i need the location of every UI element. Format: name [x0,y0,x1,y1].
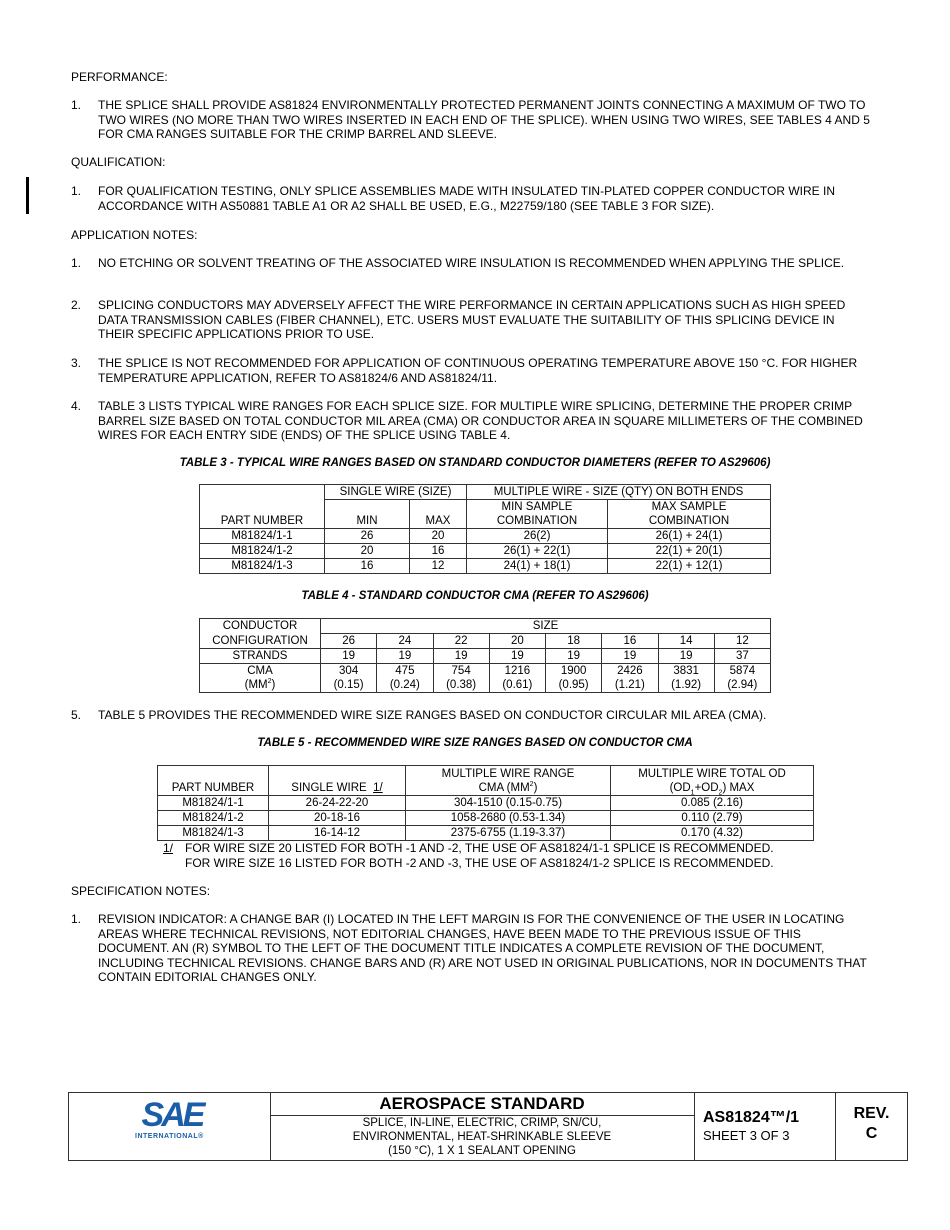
item-text: THE SPLICE SHALL PROVIDE AS81824 ENVIRONMENTALLY PROTECTED PERMANENT JOINTS CONNECTING A MAXIMUM OF TWO TO TWO WIRES (NO MORE THAN TWO WIRES INSERTED IN EACH END OF THE SPLICE). WHEN USING TWO WIRES, SEE TABLES 4 AND 5 FOR CMA RANGES SUITABLE FOR THE CRIMP BARREL AND SLEEVE. [98,98,870,142]
table-cell: M81824/1-1 [200,529,325,544]
standard-title: AEROSPACE STANDARD [270,1093,695,1116]
footnote-ref: 1/ [163,841,174,855]
table-cell: 19 [321,649,377,664]
table-cell: 16-14-12 [269,826,406,841]
item-text: SPLICING CONDUCTORS MAY ADVERSELY AFFECT THE WIRE PERFORMANCE IN CERTAIN APPLICATIONS SUCH AS HIGH SPEED DATA TRANSMISSION CABLES (FIBER CHANNEL), ETC. USERS MUST EVALUATE THE SUITABILITY OF THIS SPLICING DEVICE IN THEIR SPECIFIC APPLICATIONS PRIOR TO USE. [98,298,846,342]
table3-header-single: SINGLE WIRE (SIZE) [325,485,467,500]
item-number: 3. [71,356,82,370]
description [270,1116,695,1160]
table-row [158,811,814,826]
table5-caption: TABLE 5 - RECOMMENDED WIRE SIZE RANGES BASED ON CONDUCTOR CMA [257,737,693,749]
table-cell: M81824/1-1 [158,796,269,811]
table-cell: 2375-6755 (1.19-3.37) [406,826,611,841]
item-number: 1. [71,98,82,112]
table4-size: 12 [714,634,770,649]
application-notes-heading: APPLICATION NOTES: [71,228,198,242]
table-cell: 1216 [489,664,545,679]
description-line: (150 °C), 1 X 1 SEALANT OPENING [388,1145,576,1157]
table4-size: 26 [321,634,377,649]
table-cell: 304-1510 (0.15-0.75) [406,796,611,811]
table-cell: 19 [489,649,545,664]
table-cell: 24(1) + 18(1) [467,559,608,574]
table-cell: M81824/1-2 [200,544,325,559]
table-cell: 37 [714,649,770,664]
description-line: SPLICE, IN-LINE, ELECTRIC, CRIMP, SN/CU, [362,1117,602,1129]
table-cell: 0.170 (4.32) [611,826,814,841]
table-row [200,649,771,664]
item-text: REVISION INDICATOR: A CHANGE BAR (I) LOCATED IN THE LEFT MARGIN IS FOR THE CONVENIENCE OF THE USER IN LOCATING AREAS WHERE TECHNICAL REVISIONS, NOT EDITORIAL CHANGES, HAVE BEEN MADE TO THE PREVIOUS ISSUE OF THIS DOCUMENT. AN (R) SYMBOL TO THE LEFT OF THE DOCUMENT TITLE INDICATES A COMPLETE REVISION OF THE DOCUMENT, INCLUDING TECHNICAL REVISIONS. CHANGE BARS AND (R) ARE NOT USED IN ORIGINAL PUBLICATIONS, NOR IN DOCUMENTS THAT CONTAIN EDITORIAL CHANGES ONLY. [98,912,867,985]
item-number: 5. [71,708,82,722]
table4-mm2-label: $(MM^2)$ [200,678,321,693]
table5-header-part: PART NUMBER [158,766,269,796]
table4-size: 22 [433,634,489,649]
table3-caption: TABLE 3 - TYPICAL WIRE RANGES BASED ON STANDARD CONDUCTOR DIAMETERS (REFER TO AS29606) [179,457,771,469]
table4-size: 24 [377,634,433,649]
table-cell: (0.95) [546,678,602,693]
table-cell: 26(2) [467,529,608,544]
table4-size: 16 [602,634,658,649]
table-row [200,529,771,544]
table4 [199,618,771,693]
table4-header-configuration: CONFIGURATION [200,634,321,649]
footnote-line: FOR WIRE SIZE 16 LISTED FOR BOTH -2 AND -3, THE USE OF AS81824/1-2 SPLICE IS RECOMMENDED. [185,855,774,870]
table-cell: (0.24) [377,678,433,693]
table5-header-od: MULTIPLE WIRE TOTAL OD $(OD_1+OD_2)$ MAX [611,766,814,796]
item-text: FOR QUALIFICATION TESTING, ONLY SPLICE ASSEMBLIES MADE WITH INSULATED TIN-PLATED COPPER CONDUCTOR WIRE IN ACCORDANCE WITH AS50881 TABLE A1 OR A2 SHALL BE USED, E.G., M22759/180 (SEE TABLE 3 FOR SIZE). [98,184,836,213]
item-number: 1. [71,912,82,926]
table-cell: 22(1) + 20(1) [608,544,771,559]
sae-logo-sub: INTERNATIONAL® [135,1133,204,1140]
sheet-number: SHEET 3 OF 3 [703,1128,790,1143]
table3-header-multi: MULTIPLE WIRE - SIZE (QTY) ON BOTH ENDS [467,485,771,500]
table-cell: 20-18-16 [269,811,406,826]
revision-cell [836,1093,907,1160]
table-row [200,678,771,693]
table-cell: 19 [546,649,602,664]
table-row [200,664,771,679]
table-row [158,826,814,841]
table-cell: 26-24-22-20 [269,796,406,811]
table3-header-combination: COMBINATION [608,514,771,529]
item-text: NO ETCHING OR SOLVENT TREATING OF THE ASSOCIATED WIRE INSULATION IS RECOMMENDED WHEN APPLYING THE SPLICE. [98,256,845,270]
logo-cell [69,1093,271,1160]
table-cell: (2.94) [714,678,770,693]
sae-logo: SAE [141,1096,203,1134]
rev-value: C [865,1125,878,1142]
table-cell: 22(1) + 12(1) [608,559,771,574]
table-cell: 5874 [714,664,770,679]
table-cell: 19 [377,649,433,664]
table4-cma-label: CMA [200,664,321,679]
table-cell: M81824/1-3 [200,559,325,574]
table3-header-combination: COMBINATION [467,514,608,529]
table-cell: 304 [321,664,377,679]
table-cell: 3831 [658,664,714,679]
table3 [199,484,771,574]
table-cell: 754 [433,664,489,679]
item-text: THE SPLICE IS NOT RECOMMENDED FOR APPLICATION OF CONTINUOUS OPERATING TEMPERATURE ABOVE 150 °C. FOR HIGHER TEMPERATURE APPLICATION, REFER TO AS81824/6 AND AS81824/11. [98,356,858,385]
table-cell: 26 [325,529,410,544]
spec-notes-heading: SPECIFICATION NOTES: [71,884,211,898]
table-cell: M81824/1-2 [158,811,269,826]
table-cell: M81824/1-3 [158,826,269,841]
doc-number: AS81824™/1 [703,1109,800,1126]
table3-header-min-sample: MIN SAMPLE [467,500,608,515]
table5 [157,765,814,841]
table4-size: 18 [546,634,602,649]
table-cell: 0.085 (2.16) [611,796,814,811]
table-row [158,796,814,811]
performance-heading: PERFORMANCE: [71,70,168,84]
table-row [200,544,771,559]
item-number: 1. [71,184,82,198]
table-cell: 475 [377,664,433,679]
table-cell: (0.61) [489,678,545,693]
table3-header-max: MAX [410,500,467,529]
table-cell: 12 [410,559,467,574]
item-text: TABLE 5 PROVIDES THE RECOMMENDED WIRE SIZE RANGES BASED ON CONDUCTOR CIRCULAR MIL AREA (CMA). [98,708,767,722]
table-cell: (1.21) [602,678,658,693]
table-cell: (0.38) [433,678,489,693]
table4-strands-label: STRANDS [200,649,321,664]
footnote-line: FOR WIRE SIZE 20 LISTED FOR BOTH -1 AND -2, THE USE OF AS81824/1-1 SPLICE IS RECOMMENDED. [185,841,774,855]
table-cell: 26(1) + 22(1) [467,544,608,559]
table3-header-max-sample: MAX SAMPLE [608,500,771,515]
title-block [68,1092,908,1161]
item-text: TABLE 3 LISTS TYPICAL WIRE RANGES FOR EACH SPLICE SIZE. FOR MULTIPLE WIRE SPLICING, DETERMINE THE PROPER CRIMP BARREL SIZE BASED ON TOTAL CONDUCTOR MIL AREA (CMA) OR CONDUCTOR AREA IN SQUARE MILLIMETERS OF THE COMBINED WIRES FOR EACH ENTRY SIDE (ENDS) OF THE SPLICE USING TABLE 4. [98,399,863,443]
table3-header-part: PART NUMBER [200,485,325,529]
table4-header-conductor: CONDUCTOR [200,619,321,634]
table-cell: 16 [410,544,467,559]
table-cell: 19 [433,649,489,664]
doc-number-cell [695,1093,836,1160]
qualification-heading: QUALIFICATION: [71,155,166,169]
table-row [200,559,771,574]
change-bar [26,177,29,214]
table4-header-size: SIZE [321,619,771,634]
table3-header-min: MIN [325,500,410,529]
table5-header-range: MULTIPLE WIRE RANGE CMA $(MM^2)$ [406,766,611,796]
table-cell: 20 [325,544,410,559]
table-cell: 26(1) + 24(1) [608,529,771,544]
item-number: 4. [71,399,82,413]
description-line: ENVIRONMENTAL, HEAT-SHRINKABLE SLEEVE [352,1131,612,1143]
table4-size: 14 [658,634,714,649]
table-cell: 1900 [546,664,602,679]
table5-header-single: SINGLE WIRE 1/ [269,766,406,796]
item-number: 1. [71,256,82,270]
item-number: 2. [71,298,82,312]
table-cell: 2426 [602,664,658,679]
table-cell: 20 [410,529,467,544]
table-cell: (1.92) [658,678,714,693]
table4-caption: TABLE 4 - STANDARD CONDUCTOR CMA (REFER TO AS29606) [301,590,649,602]
table4-size: 20 [489,634,545,649]
rev-label: REV. [853,1105,890,1122]
table-cell: 19 [602,649,658,664]
table-cell: 19 [658,649,714,664]
table-cell: (0.15) [321,678,377,693]
table-cell: 0.110 (2.79) [611,811,814,826]
table-cell: 1058-2680 (0.53-1.34) [406,811,611,826]
table-cell: 16 [325,559,410,574]
